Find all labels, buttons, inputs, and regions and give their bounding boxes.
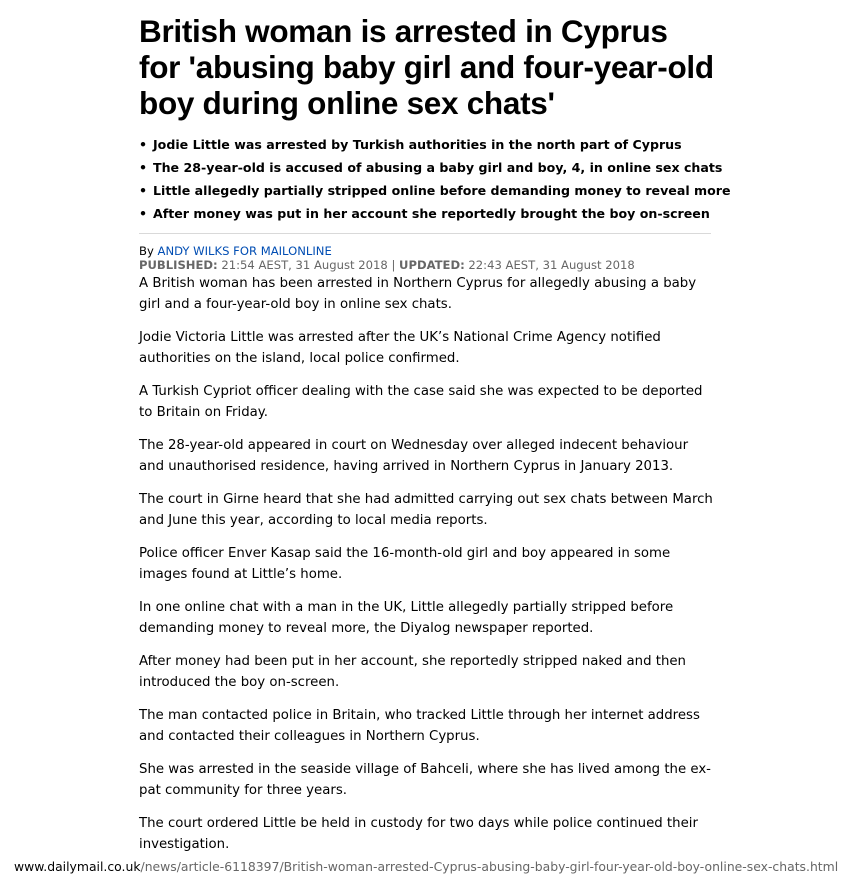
article-paragraph: The court in Girne heard that she had admitted carrying out sex chats between March and June this year, according to local media reports. (139, 492, 713, 528)
article-paragraph: The 28-year-old appeared in court on Wednesday over alleged indecent behaviour and unauthorised residence, having arrived in Northern Cyprus in January 2013. (139, 438, 689, 474)
headline: British woman is arrested in Cyprus for 'abusing baby girl and four-year-old boy during online sex chats' (139, 13, 714, 121)
divider (139, 233, 711, 234)
article-paragraph: The man contacted police in Britain, who tracked Little through her internet address and contacted their colleagues in Northern Cyprus. (139, 708, 700, 744)
byline (139, 244, 714, 258)
summary-bullet: • Jodie Little was arrested by Turkish authorities in the north part of Cyprus (139, 133, 714, 156)
url-path: /news/article-6118397/British-woman-arrested-Cyprus-abusing-baby-girl-four-year-old-boy-online-sex-chats.html (140, 859, 839, 874)
article-paragraph: The court ordered Little be held in custody for two days while police continued their investigation. (139, 816, 698, 852)
published-date: 21:54 AEST, 31 August 2018 (221, 258, 388, 272)
summary-bullet: • The 28-year-old is accused of abusing a baby girl and boy, 4, in online sex chats (139, 156, 714, 179)
article-paragraph: A Turkish Cypriot officer dealing with the case said she was expected to be deported to Britain on Friday. (139, 384, 703, 420)
bullet-icon: • (139, 206, 148, 221)
bullet-icon: • (139, 137, 148, 152)
updated-label: UPDATED: (399, 258, 465, 272)
article-paragraph: Jodie Victoria Little was arrested after the UK’s National Crime Agency notified authorities on the island, local police confirmed. (139, 330, 661, 366)
author-link[interactable]: ANDY WILKS FOR MAILONLINE (157, 244, 332, 258)
article-paragraph: In one online chat with a man in the UK, Little allegedly partially stripped before demanding money to reveal more, the Diyalog newspaper reported. (139, 600, 674, 636)
bullet-icon: • (139, 183, 148, 198)
article-paragraph: Police officer Enver Kasap said the 16-month-old girl and boy appeared in some images found at Little’s home. (139, 546, 671, 582)
bullet-icon: • (139, 160, 148, 175)
article-dates (139, 258, 714, 272)
url-domain: www.dailymail.co.uk (14, 859, 141, 874)
article-body (139, 274, 714, 855)
summary-bullet: • Little allegedly partially stripped online before demanding money to reveal more (139, 179, 714, 202)
byline-prefix: By (139, 244, 154, 258)
article-paragraph: She was arrested in the seaside village of Bahceli, where she has lived among the ex-pat community for three years. (139, 762, 711, 798)
article-paragraph: A British woman has been arrested in Northern Cyprus for allegedly abusing a baby girl and a four-year-old boy in online sex chats. (139, 276, 697, 312)
page-url[interactable] (14, 859, 838, 875)
summary-bullet: • After money was put in her account she reportedly brought the boy on-screen (139, 202, 714, 225)
updated-date: 22:43 AEST, 31 August 2018 (468, 258, 635, 272)
date-separator: | (391, 258, 396, 272)
summary-bullets (139, 133, 731, 225)
published-label: PUBLISHED: (139, 258, 218, 272)
article-paragraph: After money had been put in her account, she reportedly stripped naked and then introduced the boy on-screen. (139, 654, 686, 690)
